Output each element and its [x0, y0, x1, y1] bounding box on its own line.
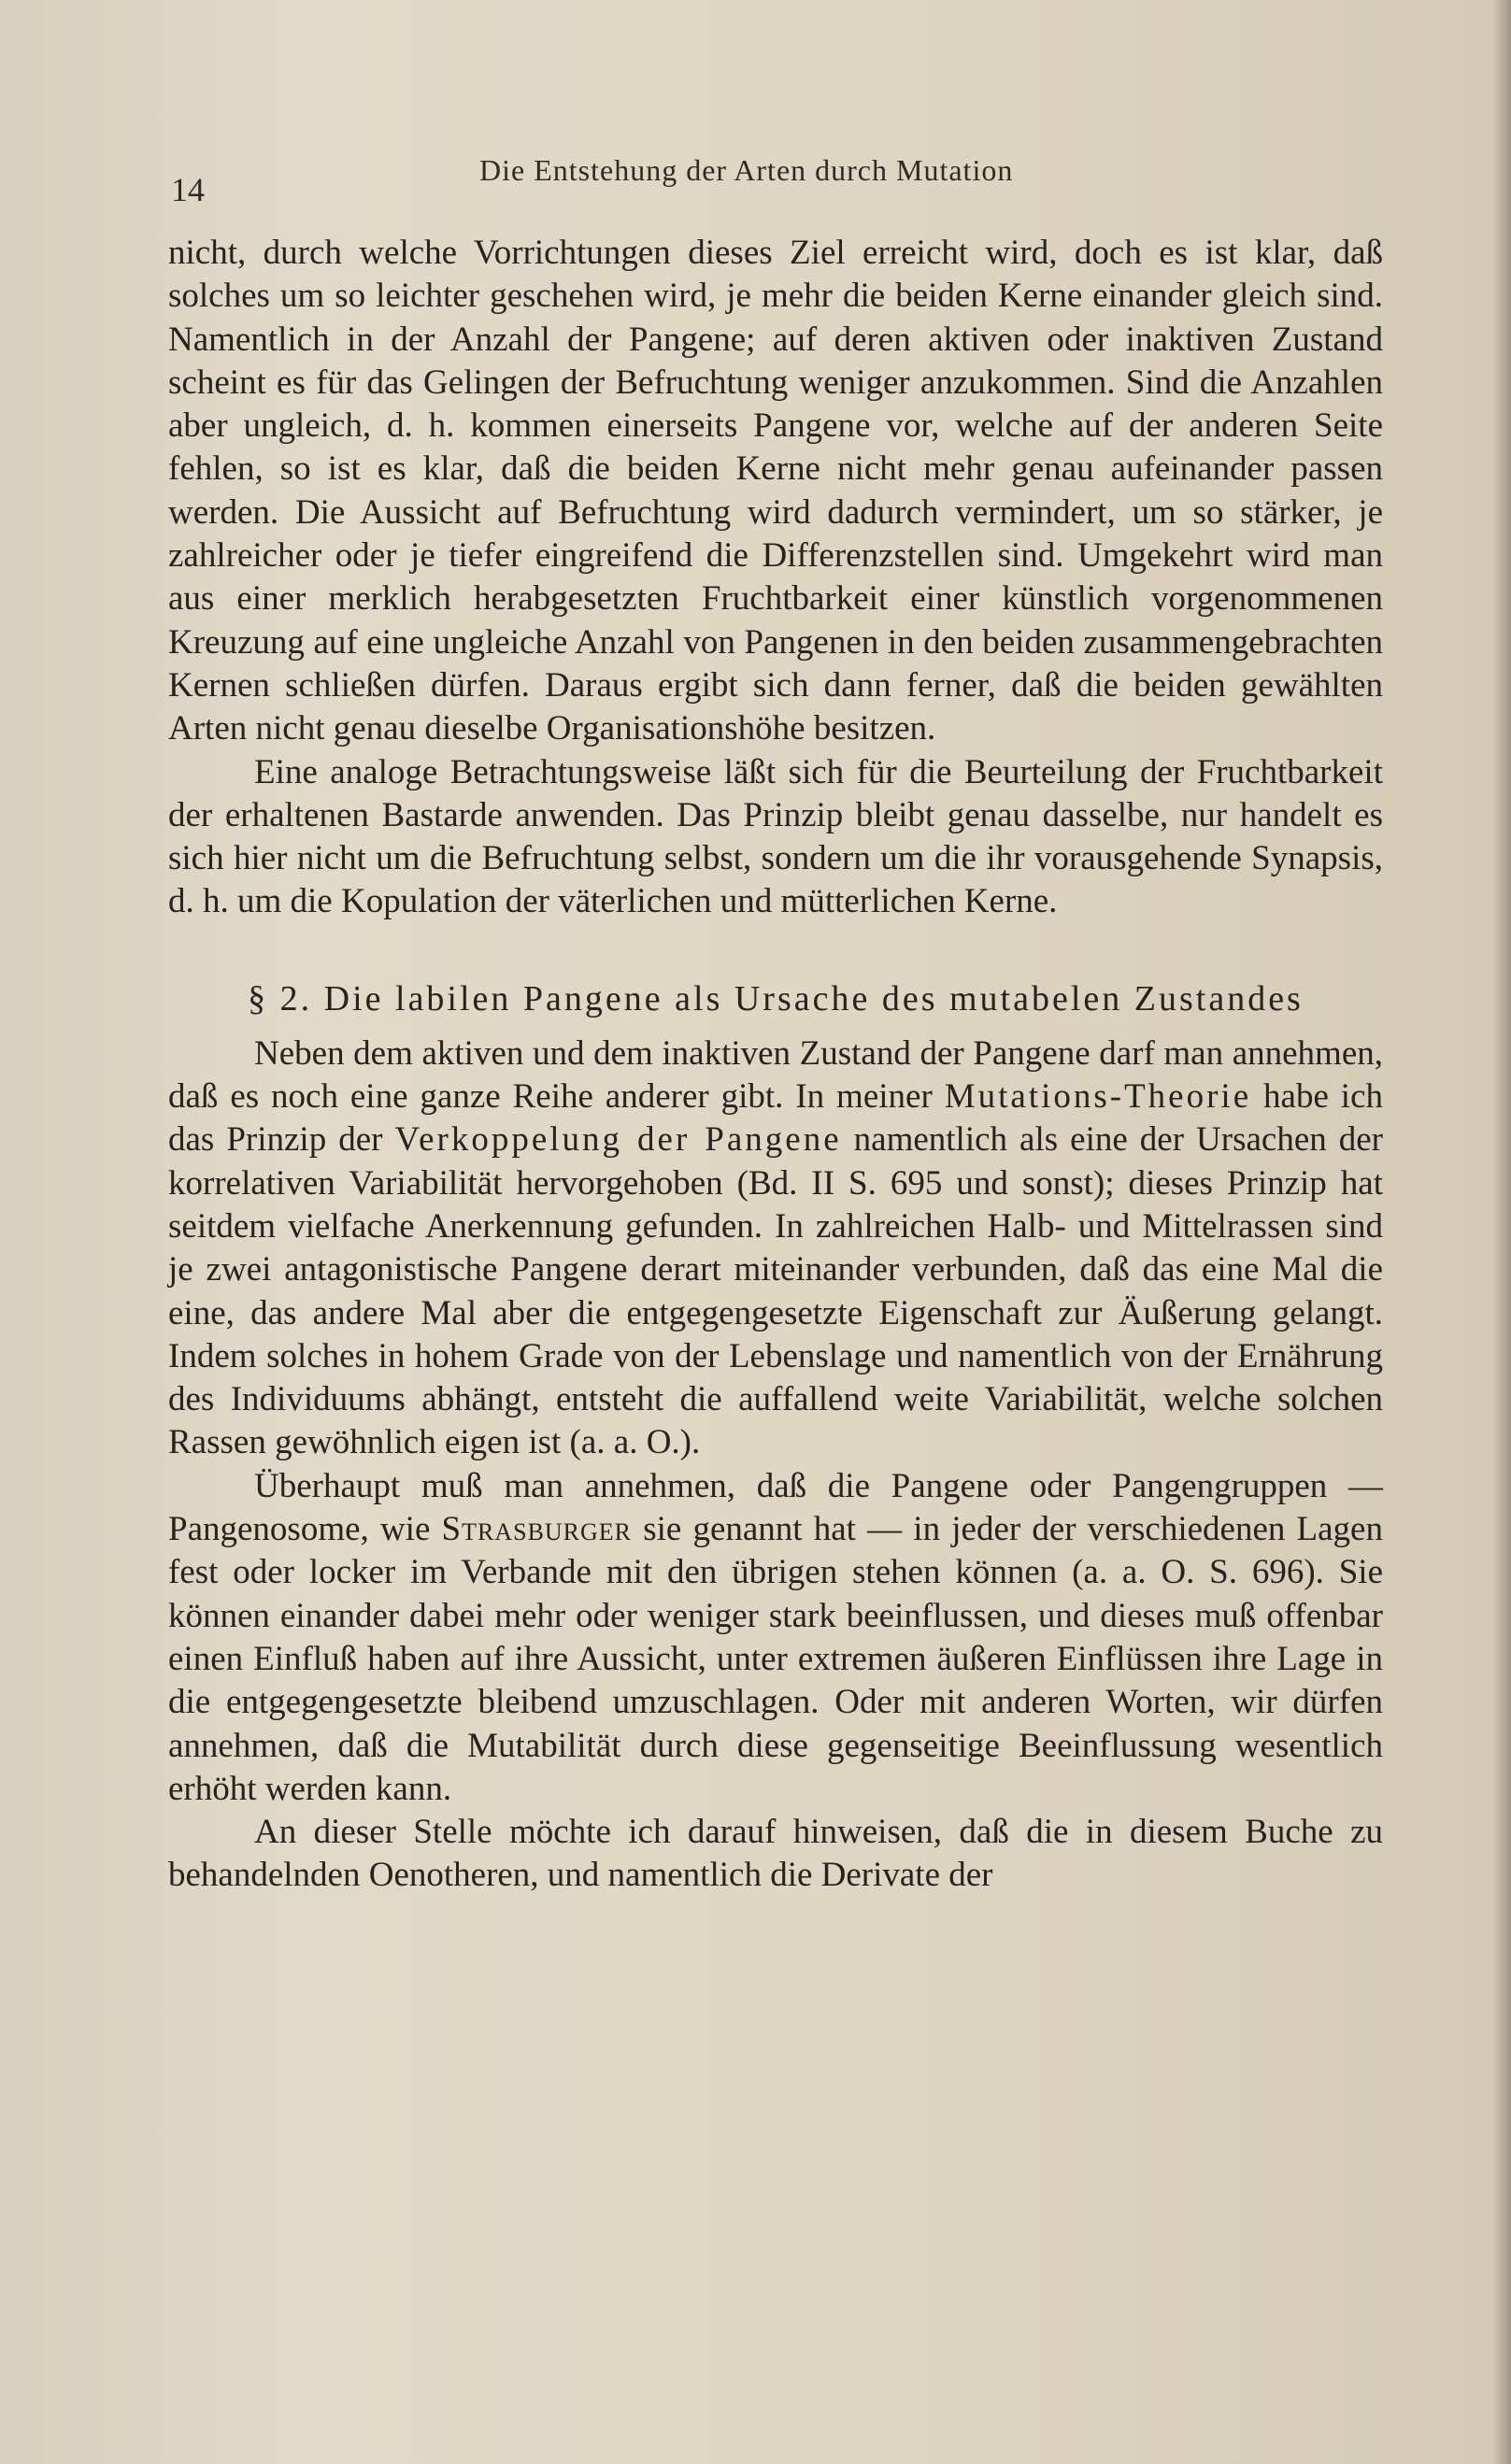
page-header — [171, 153, 1386, 208]
running-head: Die Entstehung der Arten durch Mutation — [479, 153, 1014, 187]
paragraph-4-part-c: sie genannt hat — in jeder der verschiedenen Lagen fest oder locker im Verbande mit den übrigen stehen können (a. a. O. S. 696). Sie können einander dabei mehr oder weniger stark beeinflussen, und dieses muß offenbar einen Einfluß haben auf ihre Aussicht, unter extremen äußeren Einflüssen ihre Lage in die entgegengesetzte bleibend umzuschlagen. Oder mit anderen Worten, wir dürfen annehmen, daß die Mutabilität durch diese gegenseitige Beeinflussung wesentlich erhöht werden kann. — [168, 1510, 1383, 1808]
page-edge-shadow — [1492, 0, 1511, 2464]
emphasis-verkoppelung: Verkoppelung der Pangene — [394, 1120, 842, 1160]
paragraph-3-part-a: Neben dem aktiven und dem inaktiven Zustand der Pangene darf man annehmen, daß es noch eine ganze Reihe anderer gibt. In meiner — [168, 1033, 1383, 1117]
paragraph-3-part-e: namentlich als eine der Ursachen der korrelativen Variabilität hervorgehoben (Bd. II S. 695 und sonst); dieses Prinzip hat seitdem vielfache Anerkennung gefunden. In zahlreichen Halb- und Mittelrassen sind je zwei antagonistische Pangene derart miteinander verbunden, daß das eine Mal die eine, das andere Mal aber die entgegengesetzte Eigenschaft zur Äußerung gelangt. Indem solches in hohem Grade von der Lebenslage und namentlich von der Ernährung des Individuums abhängt, entsteht die auffallend weite Variabilität, welche solchen Rassen gewöhnlich eigen ist (a. a. O.). — [168, 1120, 1383, 1462]
paragraph-4-part-a: Überhaupt muß man annehmen, daß die Pangene oder Pangengruppen — Pangenosome, wie — [168, 1466, 1383, 1549]
paragraph-5: An dieser Stelle möchte ich darauf hinweisen, daß die in diesem Buche zu behandelnden Oenotheren, und namentlich die Derivate der — [168, 1813, 1383, 1895]
paragraph-3-part-c: habe ich das Prinzip der — [168, 1077, 1383, 1160]
paragraph-3 — [168, 1033, 1383, 1465]
author-name-strasburger: Strasburger — [441, 1510, 633, 1549]
emphasis-mutations-theorie: Mutations-Theorie — [944, 1077, 1252, 1117]
section-title: § 2. Die labilen Pangene als Ursache des mutabelen Zustandes — [248, 978, 1304, 1018]
page-number: 14 — [171, 171, 205, 208]
body-text — [168, 232, 1383, 1898]
paragraph-4 — [168, 1465, 1383, 1811]
paragraph-1: nicht, durch welche Vorrichtungen dieses Ziel erreicht wird, doch es ist klar, daß solches um so leichter geschehen wird, je mehr die beiden Kerne einander gleich sind. Namentlich in der Anzahl der Pangene; auf deren aktiven oder inaktiven Zustand scheint es für das Gelingen der Befruchtung weniger anzukommen. Sind die Anzahlen aber ungleich, d. h. kommen einerseits Pangene vor, welche auf der anderen Seite fehlen, so ist es klar, daß die beiden Kerne nicht mehr genau aufeinander passen werden. Die Aussicht auf Befruchtung wird dadurch vermindert, um so stärker, je zahlreicher oder je tiefer eingreifend die Differenzstellen sind. Umgekehrt wird man aus einer merklich herabgesetzten Fruchtbarkeit einer künstlich vorgenommenen Kreuzung auf eine ungleiche Anzahl von Pangenen in den beiden zusammengebrachten Kernen schließen dürfen. Daraus ergibt sich dann ferner, daß die beiden gewählten Arten nicht genau dieselbe Organisationshöhe besitzen. — [168, 234, 1383, 748]
paragraph-2: Eine analoge Betrachtungsweise läßt sich für die Beurteilung der Fruchtbarkeit der erhaltenen Bastarde anwenden. Das Prinzip bleibt genau dasselbe, nur handelt es sich hier nicht um die Befruchtung selbst, sondern um die ihr vorausgehende Synapsis, d. h. um die Kopulation der väterlichen und mütterlichen Kerne. — [168, 752, 1383, 921]
